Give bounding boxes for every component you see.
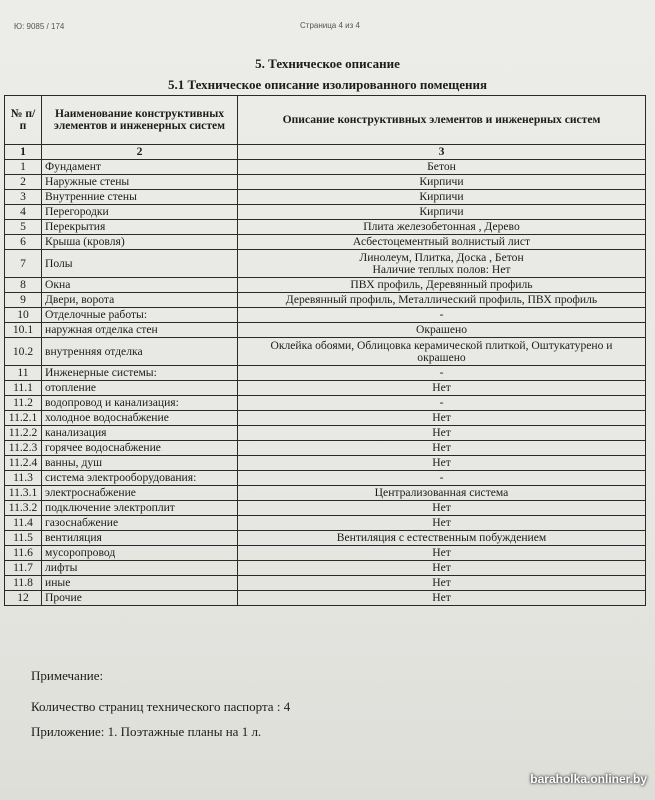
description-line: - (439, 471, 444, 484)
row-element-name: Полы (42, 250, 238, 278)
table-body (5, 160, 646, 606)
table-row (5, 546, 646, 561)
row-number: 12 (5, 591, 42, 606)
row-element-description (238, 293, 646, 308)
description-line: Асбестоцементный волнистый лист (352, 235, 531, 248)
row-element-description (238, 546, 646, 561)
header-element-name: Наименование конструктивных элементов и инженерных систем (42, 96, 238, 145)
row-number: 11.2.4 (5, 456, 42, 471)
row-element-name: внутренняя отделка (42, 338, 238, 366)
row-element-description (238, 531, 646, 546)
row-element-name: отопление (42, 381, 238, 396)
row-element-name: электроснабжение (42, 486, 238, 501)
description-line: Оклейка обоями, Облицовка керамической плиткой, Оштукатурено и (270, 338, 613, 352)
table-row (5, 160, 646, 175)
pages-count: Количество страниц технического паспорта : 4 (31, 699, 291, 714)
header-number: № п/п (5, 96, 42, 145)
row-element-name: горячее водоснабжение (42, 441, 238, 456)
row-element-name: газоснабжение (42, 516, 238, 531)
column-index: 1 (5, 145, 42, 160)
table-row (5, 576, 646, 591)
page-header-page-number: Страница 4 из 4 (300, 21, 360, 30)
row-element-name: Наружные стены (42, 175, 238, 190)
row-element-name: подключение электроплит (42, 501, 238, 516)
description-line: Нет (432, 411, 451, 424)
table-row (5, 323, 646, 338)
table-row (5, 293, 646, 308)
row-element-description (238, 501, 646, 516)
row-number: 11.7 (5, 561, 42, 576)
row-number: 11.3 (5, 471, 42, 486)
table-row (5, 175, 646, 190)
watermark: baraholka.onliner.by (530, 772, 647, 786)
description-line: Нет (432, 561, 451, 574)
row-number: 11.3.1 (5, 486, 42, 501)
row-number: 11 (5, 366, 42, 381)
table-row (5, 456, 646, 471)
row-element-description (238, 235, 646, 250)
row-element-description (238, 278, 646, 293)
description-line: Нет (432, 456, 451, 469)
row-number: 1 (5, 160, 42, 175)
table-row (5, 190, 646, 205)
table-row (5, 501, 646, 516)
row-element-description (238, 516, 646, 531)
table-row (5, 471, 646, 486)
row-element-name: мусоропровод (42, 546, 238, 561)
row-element-name: водопровод и канализация: (42, 396, 238, 411)
table-row (5, 426, 646, 441)
row-element-name: Внутренние стены (42, 190, 238, 205)
table-row (5, 486, 646, 501)
row-element-name: канализация (42, 426, 238, 441)
table-row (5, 531, 646, 546)
row-element-description (238, 426, 646, 441)
row-number: 5 (5, 220, 42, 235)
row-element-description (238, 396, 646, 411)
description-line: Плита железобетонная , Дерево (363, 220, 520, 233)
row-number: 10.2 (5, 338, 42, 366)
row-element-description (238, 576, 646, 591)
description-line: Централизованная система (374, 486, 509, 499)
row-element-description (238, 308, 646, 323)
row-element-description (238, 411, 646, 426)
description-line: Окрашено (415, 323, 468, 336)
description-line: Бетон (427, 160, 456, 173)
table-row (5, 591, 646, 606)
table-row (5, 205, 646, 220)
row-element-name: иные (42, 576, 238, 591)
row-element-description (238, 190, 646, 205)
header-element-description: Описание конструктивных элементов и инженерных систем (238, 96, 646, 145)
table-row (5, 366, 646, 381)
row-number: 11.8 (5, 576, 42, 591)
description-line: Нет (432, 501, 451, 514)
row-element-description (238, 338, 646, 366)
table-row (5, 381, 646, 396)
table-row (5, 338, 646, 366)
row-element-description (238, 323, 646, 338)
technical-description-table (4, 95, 646, 606)
row-number: 11.4 (5, 516, 42, 531)
description-line: окрашено (417, 350, 466, 364)
row-number: 10.1 (5, 323, 42, 338)
description-line: Кирпичи (419, 190, 464, 203)
row-number: 11.1 (5, 381, 42, 396)
description-line: Нет (432, 591, 451, 604)
description-line: - (439, 308, 444, 321)
table-row (5, 308, 646, 323)
row-number: 7 (5, 250, 42, 278)
row-element-description (238, 220, 646, 235)
row-element-description (238, 471, 646, 486)
row-number: 4 (5, 205, 42, 220)
description-line: Кирпичи (419, 205, 464, 218)
row-number: 11.2.2 (5, 426, 42, 441)
table-row (5, 220, 646, 235)
row-number: 11.2.3 (5, 441, 42, 456)
table-row (5, 561, 646, 576)
description-line: Наличие теплых полов: Нет (372, 262, 511, 276)
row-element-description (238, 160, 646, 175)
description-line: ПВХ профиль, Деревянный профиль (350, 278, 533, 291)
appendix-note: Приложение: 1. Поэтажные планы на 1 л. (31, 724, 262, 739)
description-line: Вентиляция с естественным побуждением (336, 531, 547, 544)
note-label: Примечание: (31, 668, 104, 683)
row-element-description (238, 366, 646, 381)
row-number: 6 (5, 235, 42, 250)
row-element-name: система электрооборудования: (42, 471, 238, 486)
description-line: Нет (432, 546, 451, 559)
description-line: Нет (432, 426, 451, 439)
row-number: 11.2.1 (5, 411, 42, 426)
row-number: 11.5 (5, 531, 42, 546)
row-element-name: Окна (42, 278, 238, 293)
row-element-name: Перегородки (42, 205, 238, 220)
row-element-name: Инженерные системы: (42, 366, 238, 381)
row-element-name: Двери, ворота (42, 293, 238, 308)
row-element-name: наружная отделка стен (42, 323, 238, 338)
description-line: Линолеум, Плитка, Доска , Бетон (359, 250, 524, 264)
row-element-description (238, 175, 646, 190)
column-index: 3 (238, 145, 646, 160)
row-number: 2 (5, 175, 42, 190)
table-row (5, 250, 646, 278)
description-line: Нет (432, 381, 451, 394)
table-row (5, 235, 646, 250)
row-element-name: холодное водоснабжение (42, 411, 238, 426)
row-element-description (238, 441, 646, 456)
row-element-name: Фундамент (42, 160, 238, 175)
description-line: Кирпичи (419, 175, 464, 188)
row-element-name: Перекрытия (42, 220, 238, 235)
row-element-description (238, 250, 646, 278)
row-number: 10 (5, 308, 42, 323)
description-line: - (439, 396, 444, 409)
row-element-name: Прочие (42, 591, 238, 606)
table-row (5, 411, 646, 426)
row-element-name: ванны, душ (42, 456, 238, 471)
row-number: 3 (5, 190, 42, 205)
page-header-left: Ю: 9085 / 174 (14, 22, 65, 31)
row-element-name: Крыша (кровля) (42, 235, 238, 250)
description-line: Нет (432, 576, 451, 589)
table-row (5, 396, 646, 411)
description-line: Нет (432, 441, 451, 454)
section-subtitle: 5.1 Техническое описание изолированного помещения (167, 77, 488, 92)
row-element-description (238, 561, 646, 576)
row-number: 11.2 (5, 396, 42, 411)
row-number: 11.6 (5, 546, 42, 561)
description-line: Деревянный профиль, Металлический профиль, ПВХ профиль (285, 293, 598, 306)
table-row (5, 516, 646, 531)
row-element-name: вентиляция (42, 531, 238, 546)
table-row (5, 441, 646, 456)
row-element-name: лифты (42, 561, 238, 576)
section-title: 5. Техническое описание (255, 56, 400, 71)
row-number: 9 (5, 293, 42, 308)
row-element-description (238, 205, 646, 220)
table-row (5, 278, 646, 293)
row-number: 8 (5, 278, 42, 293)
row-element-description (238, 591, 646, 606)
description-line: Нет (432, 516, 451, 529)
row-element-description (238, 456, 646, 471)
row-element-description (238, 486, 646, 501)
row-element-name: Отделочные работы: (42, 308, 238, 323)
description-line: - (439, 366, 444, 379)
row-element-description (238, 381, 646, 396)
row-number: 11.3.2 (5, 501, 42, 516)
column-index: 2 (42, 145, 238, 160)
